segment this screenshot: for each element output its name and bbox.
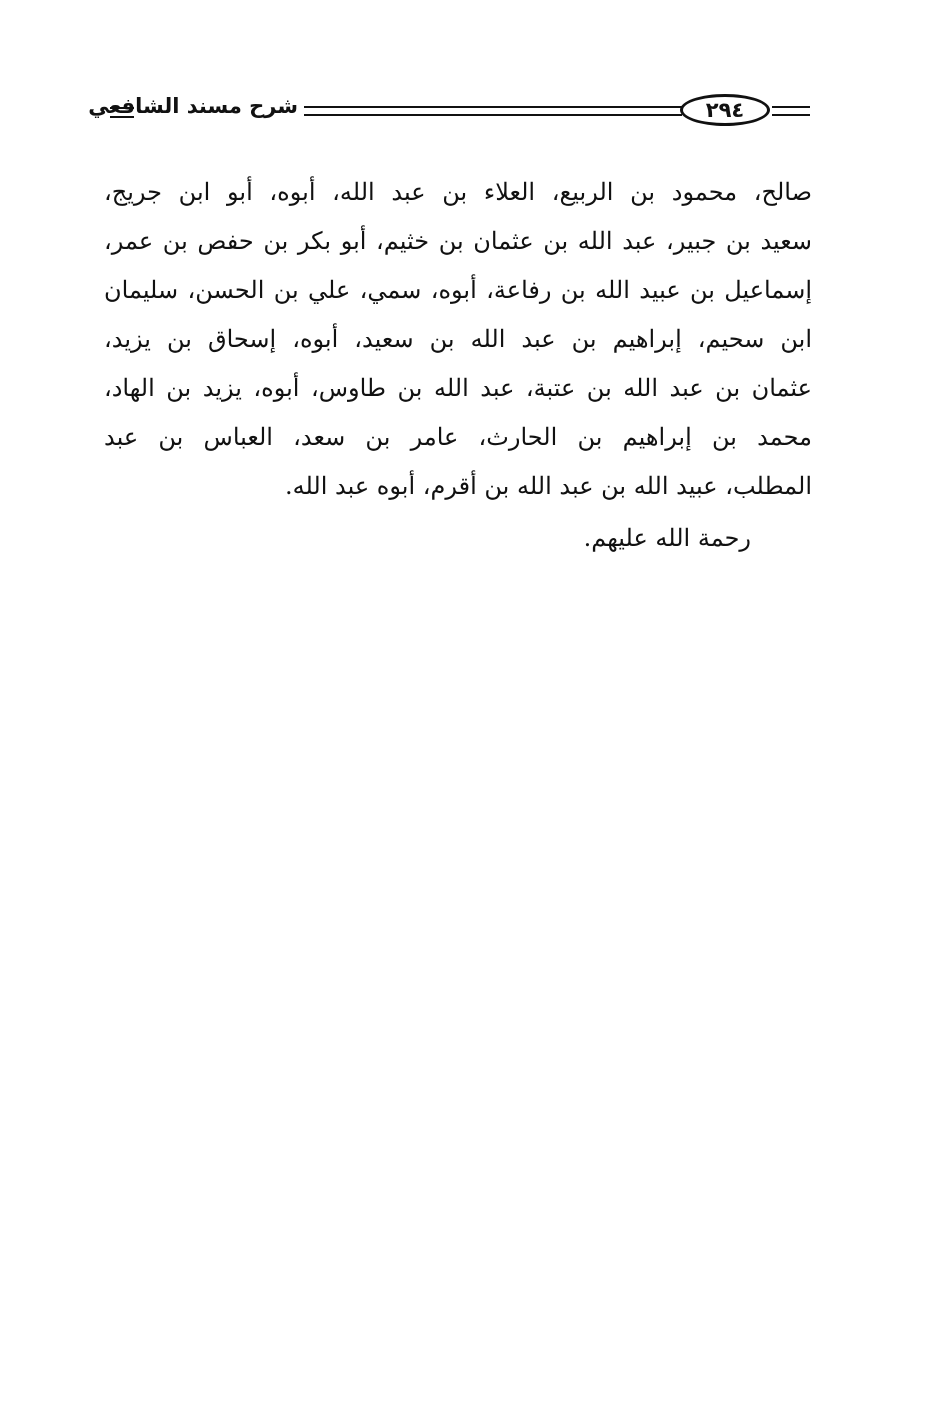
- text-line-6: محمد بن إبراهيم بن الحارث، عامر بن سعد، العباس بن عبد: [104, 423, 812, 451]
- body-paragraph: [104, 168, 812, 511]
- closing-line: رحمة الله عليهم.: [583, 524, 751, 552]
- text-line-5: عثمان بن عبد الله بن عتبة، عبد الله بن طاوس، أبوه، يزيد بن الهاد،: [104, 374, 812, 402]
- text-line-7: المطلب، عبيد الله بن عبد الله بن أقرم، أبوه عبد الله.: [284, 472, 812, 500]
- text-line-1: صالح، محمود بن الربيع، العلاء بن عبد الله، أبوه، أبو ابن جريج،: [104, 178, 812, 206]
- text-line-4: ابن سحيم، إبراهيم بن عبد الله بن سعيد، أبوه، إسحاق بن يزيد،: [104, 325, 812, 353]
- page-number-badge: [680, 94, 770, 126]
- page-number: ٢٩٤: [705, 98, 745, 122]
- header-rule: [304, 106, 682, 116]
- text-line-2: سعيد بن جبير، عبد الله بن عثمان بن خثيم، أبو بكر بن حفص بن عمر،: [104, 227, 812, 255]
- page-header: [88, 92, 810, 136]
- text-line-3: إسماعيل بن عبيد الله بن رفاعة، أبوه، سمي، علي بن الحسن، سليمان: [104, 276, 812, 304]
- header-rule-end: [772, 106, 810, 116]
- running-title: شرح مسند الشافعي: [88, 94, 298, 118]
